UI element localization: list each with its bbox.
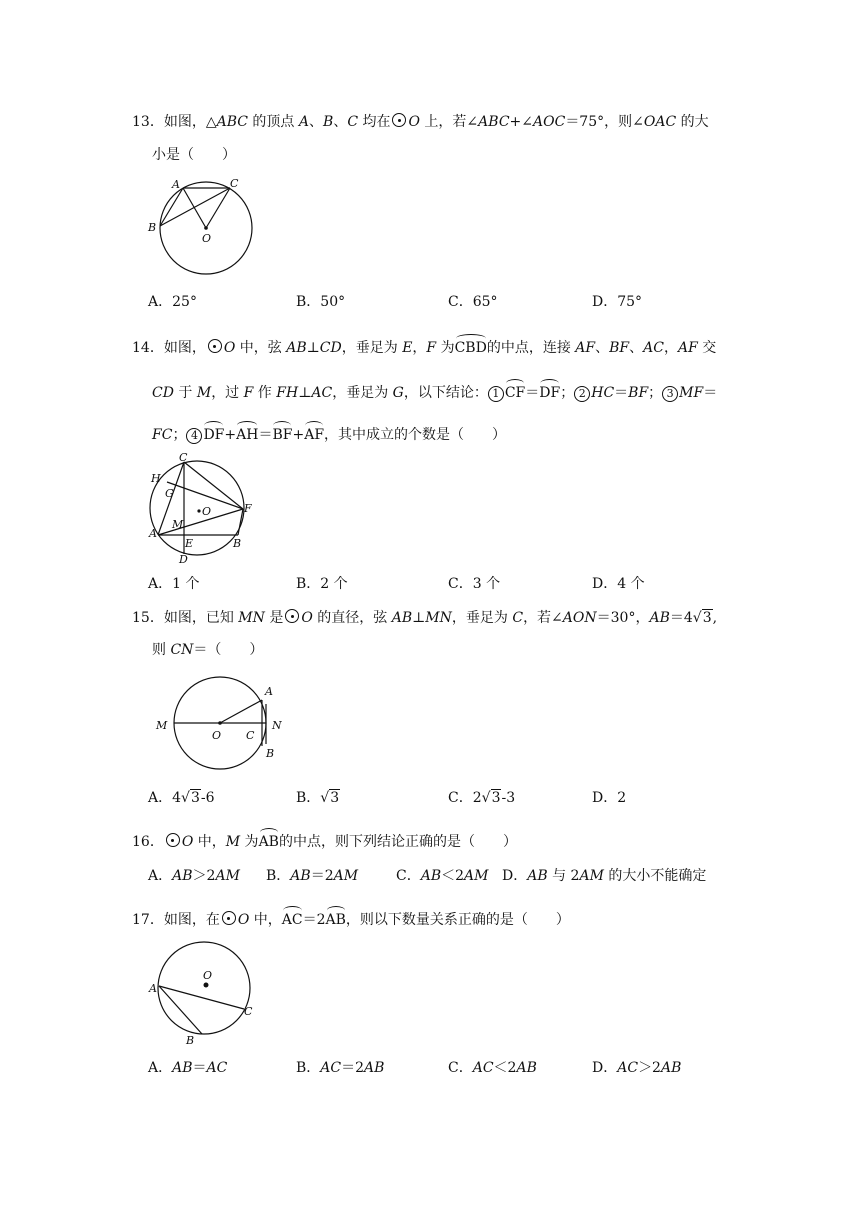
q14-option-a[interactable]: A．1 个: [148, 576, 200, 592]
q14-figure: [142, 452, 262, 568]
q14-label-h: H: [151, 472, 161, 485]
q13-figure: [140, 172, 260, 284]
arc-df: DF: [539, 379, 560, 403]
q16-stem: 16． O 中，M 为AB的中点，则下列结论正确的是（ ）: [132, 828, 517, 852]
arc-cbd: CBD: [455, 334, 487, 358]
q13-option-c[interactable]: C．65°: [448, 294, 498, 310]
q17-stem: 17．如图，在 O 中，AC＝2AB，则以下数量关系正确的是（ ）: [132, 906, 570, 930]
q14-stem-line2: CD 于 M，过 F 作 FH⊥AC，垂足为 G，以下结论： 1 CF＝DF； 2 HC＝BF； 3 MF＝: [152, 379, 717, 403]
arc-df-2: DF: [203, 421, 224, 445]
q14-label-b: B: [233, 537, 242, 550]
q15-label-m: M: [156, 719, 168, 732]
q16-option-c[interactable]: C．AB＜2AM: [396, 868, 489, 884]
circled-number-1: 1: [488, 386, 504, 402]
q16-option-b[interactable]: B．AB＝2AM: [266, 868, 359, 884]
q17-label-c: C: [244, 1005, 253, 1018]
q15-label-o: O: [212, 729, 222, 742]
q14-label-a: A: [149, 527, 157, 540]
q16-number: 16．: [132, 834, 164, 850]
q13-option-a[interactable]: A．25°: [148, 294, 197, 310]
circled-number-3: 3: [662, 386, 678, 402]
arc-ah: AH: [236, 421, 258, 445]
q14-label-e: E: [185, 537, 194, 550]
q15-figure: [150, 674, 290, 774]
q13-label-b: B: [148, 221, 157, 234]
q14-label-c: C: [179, 451, 188, 464]
q15-label-c: C: [246, 729, 255, 742]
q15-stem-line1: 15．如图，已知 MN 是 O 的直径，弦 AB⊥MN，垂足为 C，若∠AON＝30°，AB＝4√3,: [132, 610, 718, 626]
circle-symbol-icon: [208, 339, 222, 353]
arc-bf: BF: [272, 421, 292, 445]
q15-option-b[interactable]: B．√3: [296, 790, 340, 806]
q17-option-d[interactable]: D．AC＞2AB: [592, 1060, 682, 1076]
q17-option-b[interactable]: B．AC＝2AB: [296, 1060, 385, 1076]
q13-stem-line1: 13．如图，△ABC 的顶点 A、B、C 均在 O 上，若∠ABC+∠AOC＝75°，则∠OAC 的大: [132, 114, 709, 130]
q15-option-c[interactable]: C．2√3-3: [448, 790, 516, 806]
arc-af: AF: [304, 421, 324, 445]
q15-label-b: B: [266, 747, 275, 760]
circle-symbol-icon: [222, 911, 236, 925]
q13-label-a: A: [172, 178, 180, 191]
q14-stem-line3: FC； 4 DF+AH＝BF+AF，其中成立的个数是（ ）: [152, 421, 506, 445]
q14-label-m: M: [172, 518, 184, 531]
q14-option-c[interactable]: C．3 个: [448, 576, 501, 592]
q15-number: 15．: [132, 610, 164, 626]
arc-ac: AC: [282, 906, 303, 930]
sqrt-symbol: √3: [692, 610, 712, 626]
q14-option-b[interactable]: B．2 个: [296, 576, 348, 592]
q13-number: 13．: [132, 114, 164, 130]
q15-label-a: A: [265, 685, 273, 698]
q14-label-o: O: [202, 505, 212, 518]
circled-number-4: 4: [186, 428, 202, 444]
circle-symbol-icon: [166, 833, 180, 847]
q17-option-a[interactable]: A．AB＝AC: [148, 1060, 228, 1076]
q17-figure: [140, 934, 270, 1046]
q15-option-d[interactable]: D．2: [592, 790, 627, 806]
q17-label-a: A: [149, 982, 157, 995]
q14-label-d: D: [179, 553, 188, 566]
arc-ab: AB: [259, 828, 279, 852]
q17-number: 17．: [132, 912, 164, 928]
circled-number-2: 2: [574, 386, 590, 402]
arc-ab: AB: [326, 906, 346, 930]
arc-cf: CF: [505, 379, 525, 403]
q13-stem-line2: 小是（ ）: [152, 147, 236, 163]
q14-option-d[interactable]: D．4 个: [592, 576, 645, 592]
q15-label-n: N: [272, 719, 282, 732]
q17-option-c[interactable]: C．AC＜2AB: [448, 1060, 537, 1076]
q16-option-a[interactable]: A．AB＞2AM: [148, 868, 240, 884]
circle-symbol-icon: [392, 113, 406, 127]
q15-option-a[interactable]: A．4√3-6: [148, 790, 215, 806]
q16-option-d[interactable]: D．AB 与 2AM 的大小不能确定: [502, 868, 707, 884]
q14-label-g: G: [165, 487, 174, 500]
q13-option-d[interactable]: D．75°: [592, 294, 643, 310]
q13-option-b[interactable]: B．50°: [296, 294, 346, 310]
q15-stem-line2: 则 CN＝（ ）: [152, 642, 264, 658]
q14-label-f: F: [244, 502, 252, 515]
q17-label-o: O: [203, 969, 213, 982]
q13-label-o: O: [202, 232, 212, 245]
q14-number: 14．: [132, 340, 164, 356]
q17-label-b: B: [186, 1034, 195, 1047]
circle-symbol-icon: [285, 609, 299, 623]
q14-stem-line1: 14．如图， O 中，弦 AB⊥CD，垂足为 E，F 为CBD的中点，连接 AF、BF、AC，AF 交: [132, 334, 716, 358]
q13-label-c: C: [230, 177, 239, 190]
